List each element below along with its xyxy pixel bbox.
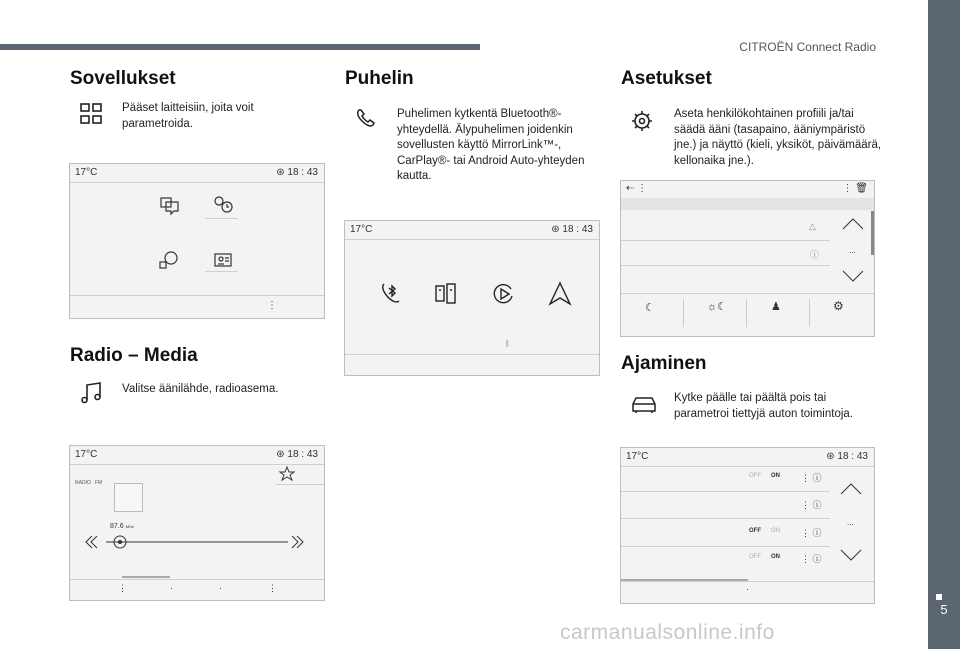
connected-apps-icon[interactable] (158, 194, 180, 216)
system-settings-icon[interactable]: ⚙ (833, 299, 844, 313)
screen-clock: ⊛ 18 : 43 (276, 449, 318, 460)
section-desc-sovellukset: Pääset laitteisiin, joita voit parametroida. (122, 102, 254, 130)
svg-text:...: ... (847, 518, 854, 527)
info-icon: ⓘ (810, 250, 820, 260)
side-strip (928, 0, 960, 649)
mirrorlink-icon[interactable] (433, 281, 459, 307)
screen-clock: ⊛ 18 : 43 (551, 224, 593, 235)
station-artwork (114, 483, 143, 512)
screen-temp: 17°C (75, 449, 98, 460)
nav-marker (936, 594, 942, 600)
screen-temp: 17°C (626, 451, 649, 462)
screen-temp: 17°C (350, 224, 373, 235)
driving-menu[interactable]: · (746, 584, 749, 594)
radio-frequency: 87.6 MHz (110, 523, 134, 530)
section-title-puhelin: Puhelin (345, 68, 414, 89)
favorite-star-icon[interactable] (277, 464, 297, 484)
frequency-slider[interactable] (82, 532, 312, 552)
driving-row-3-actions[interactable]: ⋮ ⓘ (801, 528, 822, 538)
section-title-asetukset: Asetukset (621, 68, 712, 89)
svg-text:...: ... (849, 246, 856, 255)
section-desc-puhelin: Puhelimen kytkentä Bluetooth®-yhteydellä. Älypuhelimen joidenkin sovellusten käyttö MirrorLink™-, CarPlay®- tai Android Auto-yhteyden kautta. (397, 108, 585, 182)
back-arrow-icon[interactable]: ⇠ ⋮ (626, 183, 648, 194)
bluetooth-status-icon: ᛒ (505, 339, 510, 348)
section-desc-ajaminen: Kytke päälle tai päältä pois tai parametroi tiettyjä auton toimintoja. (674, 392, 853, 420)
android-auto-icon[interactable] (547, 281, 573, 307)
driving-row-2-actions[interactable]: ⋮ ⓘ (801, 500, 822, 510)
radio-band: RADIO . FM (75, 480, 103, 486)
section-title-sovellukset: Sovellukset (70, 68, 176, 89)
music-note-icon (80, 382, 102, 404)
driving-scroll-controls[interactable] (837, 478, 865, 564)
apps-settings-icon[interactable] (158, 248, 180, 270)
section-title-ajaminen: Ajaminen (621, 353, 707, 374)
screen-clock: ⊛ 18 : 43 (276, 167, 318, 178)
screen-temp: 17°C (75, 167, 98, 178)
screen-settings (620, 180, 875, 337)
radio-menu-1[interactable]: ⋮ (118, 583, 127, 593)
phone-handset-icon (355, 108, 377, 130)
screen-radio (69, 445, 325, 601)
page-number: 5 (940, 602, 948, 617)
watermark: carmanualsonline.info (560, 621, 775, 644)
apps-clock-icon[interactable] (212, 194, 234, 216)
profile-icon[interactable]: ♟ (771, 301, 781, 313)
night-mode-icon[interactable]: ☾ (645, 302, 655, 314)
section-desc-radio: Valitse äänilähde, radioasema. (122, 383, 279, 395)
contacts-card-icon[interactable] (212, 250, 234, 270)
car-icon (630, 394, 658, 414)
settings-top-actions[interactable]: ⋮ 🗑 (842, 183, 868, 194)
section-desc-asetukset: Aseta henkilökohtainen profiili ja/tai säädä ääni (tasapaino, ääniympäristö jne.) ja näyttö (kieli, yksiköt, päivämäärä, kellonaika jne.). (674, 108, 882, 167)
driving-row-4-actions[interactable]: ⋮ ⓘ (801, 554, 822, 564)
source-indicator (122, 576, 170, 578)
settings-gear-icon (630, 109, 654, 133)
apps-grid-icon (80, 103, 102, 125)
apps-more-menu[interactable]: ⋮ (267, 300, 277, 311)
warning-icon: △ (809, 221, 816, 231)
radio-menu-3[interactable]: · (219, 583, 222, 593)
radio-menu-2[interactable]: · (170, 583, 173, 593)
screen-phone (344, 220, 600, 376)
section-title-radio: Radio – Media (70, 345, 198, 366)
screen-clock: ⊛ 18 : 43 (826, 451, 868, 462)
radio-menu-4[interactable]: ⋮ (268, 583, 277, 593)
settings-scroll-controls[interactable] (839, 215, 867, 283)
carplay-icon[interactable] (491, 281, 517, 307)
screen-driving: 17°C ⊛ 18 : 43 OFF ON ⋮ ⓘ ⋮ ⓘ OFF ON ⋮ ⓘ OFF ON ⋮ ⓘ ... · (620, 447, 875, 604)
bluetooth-phone-icon[interactable] (379, 281, 405, 307)
driving-row-1-actions[interactable]: ⋮ ⓘ (801, 473, 822, 483)
brightness-icon[interactable]: ☼☾ (707, 301, 727, 313)
settings-scrollbar[interactable] (871, 211, 874, 255)
settings-header-band (621, 198, 874, 210)
header-brand: CITROËN Connect Radio (739, 40, 876, 54)
screen-apps (69, 163, 325, 319)
header-rule (0, 44, 480, 50)
